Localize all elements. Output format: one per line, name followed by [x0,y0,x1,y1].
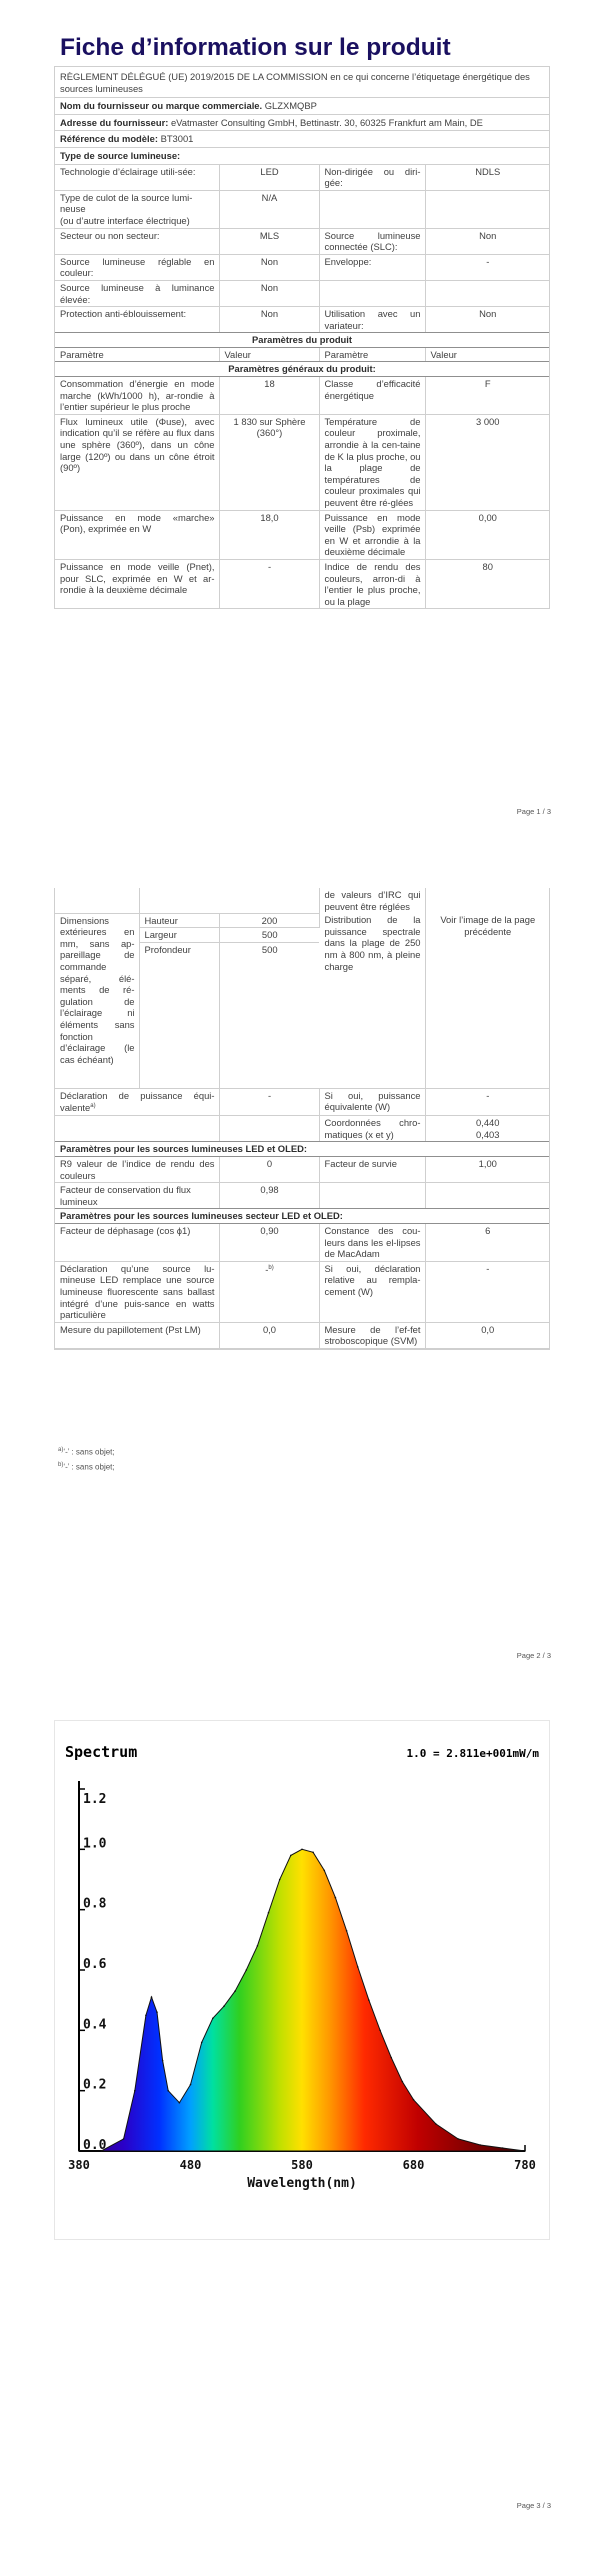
spectrum-data-point [524,2150,526,2152]
type-value [425,190,549,228]
cap-type-label: Type de culot de la source lumi-neuse [60,191,193,215]
dim-name: Largeur [139,928,219,943]
page-number: Page 2 / 3 [516,1651,551,1660]
footnote-ref: a) [90,1103,96,1110]
general-params-table [55,377,549,608]
spectrum-data-point [435,2123,437,2125]
footnote-text: ‘-’ : sans objet; [63,1462,115,1472]
mains-led-params-heading: Paramètres pour les sources lumineuses secteur LED et OLED: [55,1209,549,1224]
x-tick-label: 480 [179,2158,202,2172]
page-number: Page 3 / 3 [516,2501,551,2510]
param-label: Température de couleur proximale, arrondie à la cen-taine de K la plus proche, ou la plage de températures de couleur proximales qui peuvent être ré-glées [319,414,425,510]
param-value: 18 [219,377,319,414]
chromaticity-x: 0,440 [476,1117,500,1129]
x-tick-label: 580 [291,2158,313,2172]
type-label: Protection anti-éblouissement: [55,307,219,333]
param-value: - [219,559,319,608]
model-ref-value: BT3001 [160,133,194,145]
supplier-address-label: Adresse du fournisseur: [60,116,169,128]
spectrum-data-point [257,1945,259,1947]
type-value: Non [425,228,549,254]
table-row [55,254,549,280]
spectrum-data-point [457,2138,459,2140]
power-decl-label [55,1088,219,1115]
spectrum-data-point [301,1849,303,1851]
light-source-type-heading: Type de source lumineuse: [55,148,549,165]
footnote [58,1445,115,1458]
param-label: Facteur de déphasage (cos ϕ1) [55,1224,219,1261]
footnote-mark: a) [58,1447,64,1453]
type-label [319,190,425,228]
chart-title: Spectrum [65,1743,138,1761]
spectrum-data-point [390,2057,392,2059]
type-value: Non [425,307,549,333]
table-row [55,190,549,228]
cap-type-note: (ou d’autre interface électrique) [60,214,190,226]
column-header: Paramètre [319,348,425,362]
supplier-name-label: Nom du fournisseur ou marque commerciale. [60,100,263,112]
spectrum-data-point [268,1912,270,1914]
param-value: 1,00 [425,1157,549,1183]
regulation-text: RÈGLEMENT DÉLÉGUÉ (UE) 2019/2015 DE LA COMMISSION en ce qui concerne l’étiquetage énergétique des sources lumineuses [55,67,549,98]
spectrum-data-point [201,2042,203,2044]
table-row [55,280,549,306]
param-value: - [425,1261,549,1322]
param-label: Consommation d’énergie en mode marche (kWh/1000 h), ar-rondie à l’entier supérieur le plus proche [55,377,219,414]
column-header-table [55,348,549,363]
spectrum-data-point [167,2090,169,2092]
spectrum-data-point [156,2011,158,2013]
param-label: Mesure du papillotement (Pst LM) [55,1322,219,1348]
param-value: F [425,377,549,414]
supplier-name-value: GLZXMQBP [264,100,317,112]
mains-params-table [55,1224,549,1349]
chromaticity-value [425,1116,549,1142]
table-row [55,510,549,559]
type-label: Secteur ou non secteur: [55,228,219,254]
column-header: Valeur [425,348,549,362]
table-row [55,165,549,191]
footnote [58,1460,115,1473]
page-1 [0,0,603,820]
equivalent-power-label: Si oui, puissance équivalente (W) [319,1088,425,1115]
spectrum-data-point [151,1996,153,1998]
spectrum-data-point [312,1852,314,1854]
table-row [55,1157,549,1183]
product-info-frame [54,66,550,609]
spectrum-data-point [402,2081,404,2083]
type-label: Non-dirigée ou diri-gée: [319,165,425,191]
page-title: Fiche d’information sur le produit [60,34,451,61]
spectrum-data-point [335,1897,337,1899]
supplier-address-row [55,115,549,132]
param-value: 0,90 [219,1224,319,1261]
cri-range-continued: de valeurs d’IRC qui peuvent être réglées [319,888,425,913]
x-tick-label: 780 [514,2158,536,2172]
page-3 [0,1720,603,2560]
model-ref-row [55,131,549,148]
x-tick-label: 380 [68,2158,90,2172]
table-row [55,307,549,333]
param-label: Indice de rendu des couleurs, arron-di à l’entier le plus proche, ou la plage [319,559,425,608]
chromaticity-label: Coordonnées chro-matiques (x et y) [319,1116,425,1142]
type-label: Source lumineuse connectée (SLC): [319,228,425,254]
spectrum-data-point [223,2005,225,2007]
spectrum-figure [54,1720,550,2240]
type-value: NDLS [425,165,549,191]
y-tick-label: 0.0 [83,2138,107,2153]
page-2 [0,880,603,1680]
type-label: Utilisation avec un variateur: [319,307,425,333]
param-value: 0,98 [219,1183,319,1209]
table-row [55,228,549,254]
y-tick-label: 0.2 [83,2077,107,2093]
table-header-row [55,348,549,362]
dim-name: Hauteur [139,913,219,928]
spectrum-chart [55,1721,549,2239]
type-label: Source lumineuse réglable en couleur: [55,254,219,280]
table-row [55,414,549,510]
param-label: Constance des cou-leurs dans les el-lipses de MacAdam [319,1224,425,1261]
param-label: R9 valeur de l’indice de rendu des couleurs [55,1157,219,1183]
type-value: N/A [219,190,319,228]
param-value: 18,0 [219,510,319,559]
spectrum-data-point [368,1999,370,2001]
table-row [55,1116,549,1142]
x-tick-label: 680 [402,2158,425,2172]
power-decl-value: - [219,1088,319,1115]
y-tick-label: 1.2 [83,1792,107,1807]
spectrum-data-point [290,1855,292,1857]
spectrum-data-point [279,1879,281,1881]
param-value: 1 830 sur Sphère (360°) [219,414,319,510]
footnote-mark: b) [58,1462,64,1468]
spectrum-data-point [413,2099,415,2101]
param-label: Mesure de l’ef-fet stroboscopique (SVM) [319,1322,425,1348]
spectrum-data-point [162,2060,164,2062]
table-row [55,559,549,608]
type-label: Enveloppe: [319,254,425,280]
led-params-table [55,1157,549,1209]
table-row [55,1183,549,1209]
param-value: 3 000 [425,414,549,510]
spectrum-data-point [212,2018,214,2020]
table-row [55,913,549,928]
light-source-type-table [55,165,549,334]
param-value: 0,0 [219,1322,319,1348]
table-row [55,377,549,414]
spectrum-data-point [123,2138,125,2140]
param-value: 0,00 [425,510,549,559]
type-value: Non [219,307,319,333]
type-value: MLS [219,228,319,254]
table-row [55,888,549,913]
param-value: 0,0 [425,1322,549,1348]
chromaticity-y: 0,403 [476,1128,500,1140]
spectrum-data-point [357,1966,359,1968]
type-label: Technologie d’éclairage utili-sée: [55,165,219,191]
y-tick-label: 0.6 [83,1957,107,1972]
table-row [55,1088,549,1115]
product-info-frame-continued [54,888,550,1350]
product-params-heading: Paramètres du produit [55,333,549,348]
spectrum-data-point [190,2084,192,2086]
spectrum-data-point [134,2090,136,2092]
param-value: 6 [425,1224,549,1261]
spectrum-data-point [480,2144,482,2146]
equivalent-power-value: - [425,1088,549,1115]
param-value-text: - [265,1263,269,1275]
param-label: Facteur de conservation du flux lumineux [55,1183,219,1209]
type-value [425,280,549,306]
param-value [219,1261,319,1322]
param-label: Puissance en mode veille (Psb) exprimée en W et arrondie à la deuxième décimale [319,510,425,559]
dim-value: 500 [219,942,319,1088]
chart-scale-annotation: 1.0 = 2.811e+001mW/m [406,1747,539,1760]
param-label: Si oui, déclaration relative au rempla-cement (W) [319,1261,425,1322]
param-label: Classe d’efficacité énergétique [319,377,425,414]
param-label: Facteur de survie [319,1157,425,1183]
spectral-distribution-label: Distribution de la puissance spectrale dans la plage de 250 nm à 800 nm, à pleine charge [319,913,425,1088]
y-tick-label: 0.8 [83,1896,107,1912]
spectrum-data-point [78,2150,80,2152]
led-oled-params-heading: Paramètres pour les sources lumineuses LED et OLED: [55,1142,549,1157]
spectrum-data-point [145,2015,147,2017]
param-label [319,1183,425,1209]
model-ref-label: Référence du modèle: [60,133,158,145]
spectrum-data-point [179,2102,181,2104]
param-label: Puissance en mode veille (Pnet), pour SLC, exprimée en W et ar-rondie à la deuxième décimale [55,559,219,608]
table-row [55,1261,549,1322]
y-tick-label: 0.4 [83,2017,107,2033]
param-label: Flux lumineux utile (Φuse), avec indication qu’il se réfère au flux dans une sphère (360º), dans un cône large (120º) ou dans un cône étroit (90º) [55,414,219,510]
param-value [425,1183,549,1209]
supplier-address-value: eVatmaster Consulting GmbH, Bettinastr. 30, 60325 Frankfurt am Main, DE [170,116,483,128]
param-label: Déclaration qu’une source lu-mineuse LED remplace une source lumineuse fluorescente sans ballast intégré d’une puis-sance en watts particulière [55,1261,219,1322]
param-label: Puissance en mode «marche» (Pon), exprimée en W [55,510,219,559]
dimensions-label: Dimensions extérieures en mm, sans ap-pareillage de commande séparé, élé-ments de ré-gulation de l’éclairage ni éléments sans fonction d’éclairage (le cas échéant) [55,913,139,1088]
table-row [55,1322,549,1348]
footnote-text: ‘-’ : sans objet; [63,1447,115,1457]
spectral-distribution-value: Voir l’image de la page précédente [425,913,549,1088]
dim-name: Profondeur [139,942,219,1088]
y-tick-label: 1.0 [83,1836,107,1852]
x-axis-label: Wavelength(nm) [247,2176,357,2191]
param-value: 0 [219,1157,319,1183]
dim-value: 200 [219,913,319,928]
type-value: Non [219,254,319,280]
supplier-name-row [55,98,549,115]
spectrum-data-point [502,2147,504,2149]
spectrum-data-point [324,1870,326,1872]
column-header: Valeur [219,348,319,362]
footnote-ref: b) [268,1264,274,1271]
spectrum-data-point [234,1990,236,1992]
spectrum-data-point [379,2030,381,2032]
type-label [319,280,425,306]
type-label [55,190,219,228]
type-value: Non [219,280,319,306]
table-row [55,1224,549,1261]
type-value: - [425,254,549,280]
column-header: Paramètre [55,348,219,362]
power-decl-text: Déclaration de puissance équi-valente [60,1089,215,1114]
dim-value: 500 [219,928,319,943]
page-number: Page 1 / 3 [516,807,551,816]
type-value: LED [219,165,319,191]
spectrum-data-point [246,1969,248,1971]
param-value: 80 [482,560,493,572]
spectrum-data-point [346,1930,348,1932]
type-label: Source lumineuse à luminance élevée: [55,280,219,306]
general-params-heading: Paramètres généraux du produit: [55,362,549,377]
dimensions-table [55,888,549,1142]
